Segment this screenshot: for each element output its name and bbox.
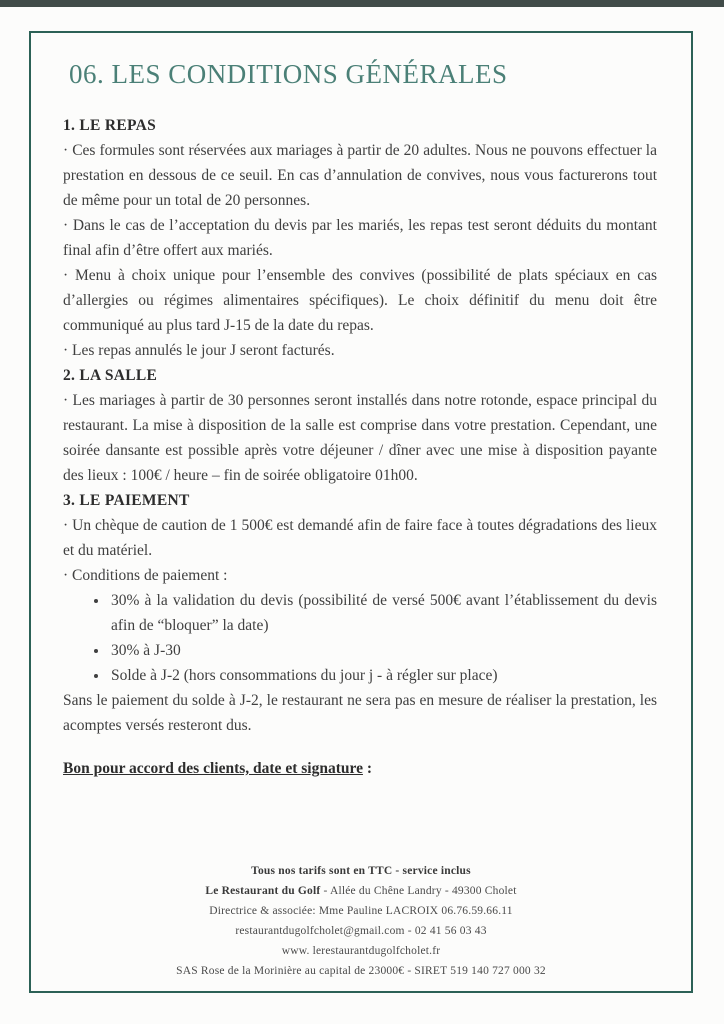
bullet-item: • 30% à la validation du devis (possibilité de versé 500€ avant l’établissement du devis afin de “bloquer” la date)	[109, 588, 657, 638]
footer-tariffs-line: Tous nos tarifs sont en TTC - service inclus	[251, 865, 471, 877]
section-le-paiement	[63, 488, 657, 738]
paragraph: · Ces formules sont réservées aux mariages à partir de 20 adultes. Nous ne pouvons effectuer la prestation en dessous de ce seuil. En cas d’annulation de convives, nous vous facturerons tout de même pour un total de 20 personnes.	[63, 142, 657, 209]
section-le-repas	[63, 113, 657, 363]
section-heading: 2. LA SALLE	[63, 367, 158, 384]
footer-email-line: restaurantdugolfcholet@gmail.com - 02 41 56 03 43	[235, 925, 487, 937]
paragraph: · Conditions de paiement :	[63, 567, 228, 584]
signature-colon: :	[362, 760, 372, 777]
signature-line	[63, 756, 657, 781]
paragraph: · Les mariages à partir de 30 personnes seront installés dans notre rotonde, espace principal du restaurant. La mise à disposition de la salle est comprise dans votre prestation. Cependant, une soirée dansante est possible après votre déjeuner / dîner avec une mise à disposition payante des lieux : 100€ / heure – fin de soirée obligatoire 01h00.	[63, 392, 657, 484]
bullet-item: • 30% à J-30	[109, 638, 657, 663]
paragraph: · Un chèque de caution de 1 500€ est demandé afin de faire face à toutes dégradations des lieux et du matériel.	[63, 517, 657, 559]
footer-director-line: Directrice & associée: Mme Pauline LACROIX 06.76.59.66.11	[209, 905, 513, 917]
bullet-item: • Solde à J-2 (hors consommations du jour j - à régler sur place)	[109, 663, 657, 688]
footer-website-line: www. lerestaurantdugolfcholet.fr	[281, 945, 441, 957]
footer-address-line	[31, 881, 691, 901]
closing-paragraph: Sans le paiement du solde à J-2, le restaurant ne sera pas en mesure de réaliser la prestation, les acomptes versés resteront dus.	[63, 692, 657, 734]
footer-venue-address: - Allée du Chêne Landry - 49300 Cholet	[320, 885, 517, 897]
paragraph: · Menu à choix unique pour l’ensemble des convives (possibilité de plats spéciaux en cas d’allergies ou régimes alimentaires spécifiques). Le choix définitif du menu doit être communiqué au plus tard J-15 de la date du repas.	[63, 267, 657, 334]
footer-venue-name: Le Restaurant du Golf	[205, 885, 321, 897]
top-edge-bar	[0, 0, 724, 7]
section-heading: 1. LE REPAS	[63, 117, 157, 134]
document-content	[63, 57, 657, 797]
payment-bullet-list	[63, 588, 657, 688]
section-heading: 3. LE PAIEMENT	[63, 492, 190, 509]
signature-label: Bon pour accord des clients, date et signature	[63, 760, 363, 777]
section-la-salle	[63, 363, 657, 488]
footer	[31, 861, 691, 981]
paragraph: · Dans le cas de l’acceptation du devis par les mariés, les repas test seront déduits du montant final afin d’être offert aux mariés.	[63, 217, 657, 259]
page-title: 06. LES CONDITIONS GÉNÉRALES	[69, 59, 508, 89]
document-frame	[29, 31, 693, 993]
paragraph: · Les repas annulés le jour J seront facturés.	[63, 342, 335, 359]
footer-siret-line: SAS Rose de la Morinière au capital de 23000€ - SIRET 519 140 727 000 32	[176, 965, 546, 977]
